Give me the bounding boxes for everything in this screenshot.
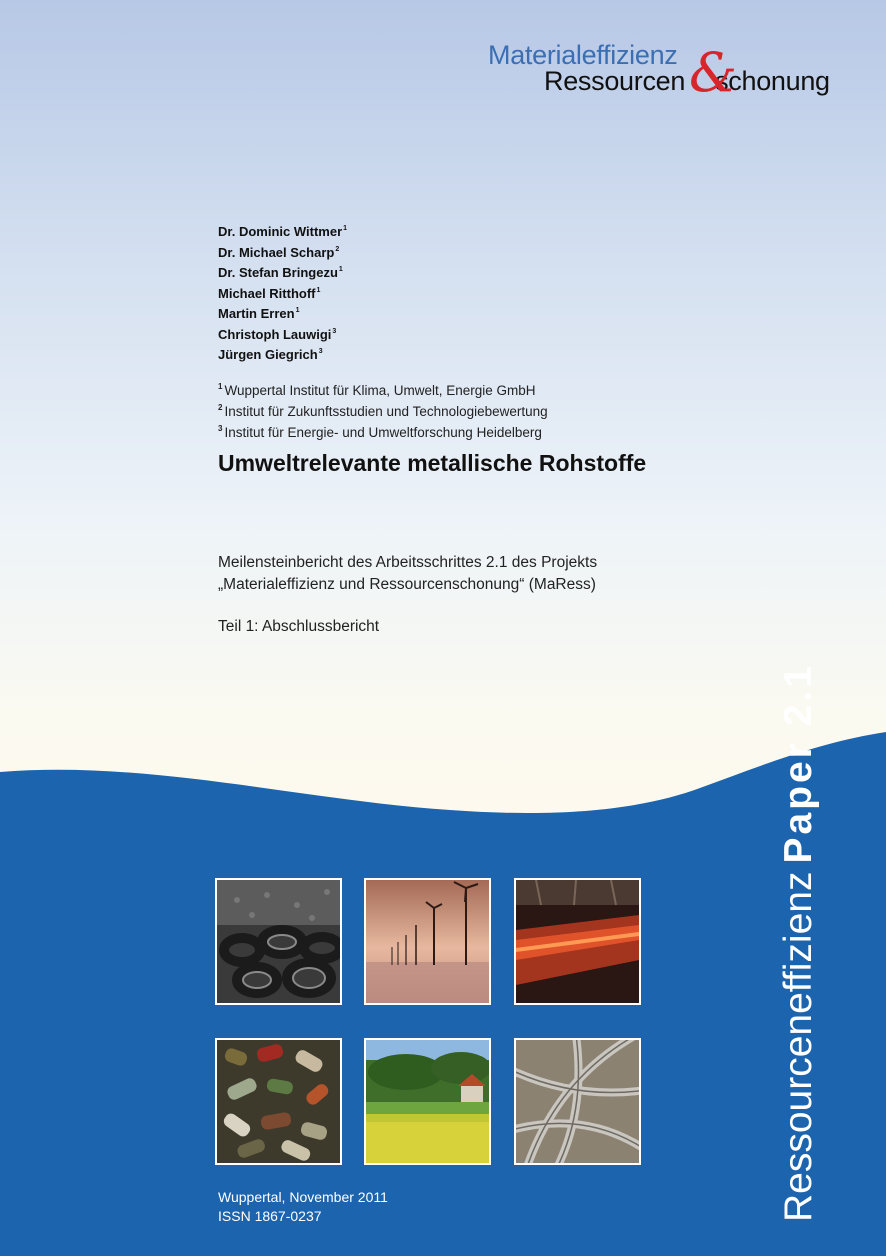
photo-wind-turbines [364,878,491,1005]
photo-hot-steel [514,878,641,1005]
affiliation: $^3$ Institut für Energie- und Umweltforschung Heidelberg [218,424,542,440]
issn: ISSN 1867-0237 [218,1208,322,1224]
author: Michael Ritthoff$^1$ [218,285,321,301]
footer-info [218,1188,388,1226]
paper-number: Paper 2.1 [777,663,820,864]
report-subtitle: Meilensteinbericht des Arbeitsschrittes 2.1 des Projekts „Materialeffizienz und Ressourcenschonung“ (MaRess) [218,554,598,593]
affiliation: $^1$ Wuppertal Institut für Klima, Umwelt, Energie GmbH [218,382,536,398]
author: Dr. Michael Scharp$^2$ [218,244,340,260]
report-title: Umweltrelevante metallische Rohstoffe [218,450,647,476]
affiliation-list [218,376,548,439]
author: Jürgen Giegrich$^3$ [218,347,323,362]
author: Christoph Lauwigi$^3$ [218,326,337,342]
logo-ampersand: & [689,41,738,104]
place-date: Wuppertal, November 2011 [218,1189,388,1205]
author: Dr. Dominic Wittmer$^1$ [218,224,348,239]
author: Martin Erren$^1$ [218,306,300,321]
photo-tires [215,878,342,1005]
project-logo [488,40,858,104]
report-part: Teil 1: Abschlussbericht [218,618,380,635]
author-list [218,219,347,363]
logo-text-ressourcen: Ressourcen schonung [544,66,830,96]
series-name: Ressourceneffizienz [777,871,820,1222]
photo-farm-field [364,1038,491,1165]
photo-scrap-bottles [215,1038,342,1165]
author: Dr. Stefan Bringezu$^1$ [218,265,343,280]
logo-text-materialeffizienz: Materialeffizienz [488,40,678,70]
series-vertical-label [774,482,824,1222]
photo-highway-interchange [514,1038,641,1165]
affiliation: $^2$ Institut für Zukunftsstudien und Technologiebewertung [218,403,548,419]
